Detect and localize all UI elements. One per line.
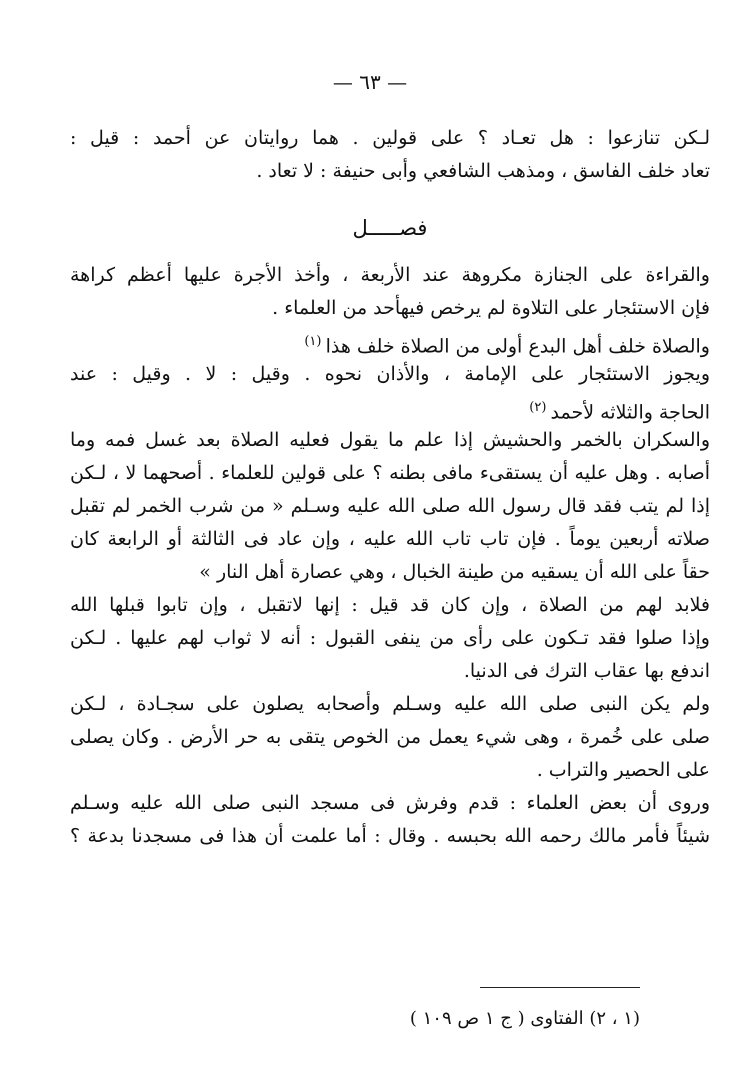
line-text: صلى على خُمرة ، وهى شيء يعمل من الخوص يتقى به حر الأرض . وكان يصلى	[70, 726, 710, 748]
line-text: وروى أن بعض العلماء : قدم وفرش فى مسجد النبى صلى الله عليه وسـلم	[70, 792, 710, 814]
line-text: حقاً على الله أن يسقيه من طينة الخبال ، وهي عصارة أهل النار »	[199, 561, 710, 583]
page-number: — ٦٣ —	[332, 70, 408, 94]
text-line	[70, 589, 710, 622]
text-line	[70, 622, 710, 655]
text-line	[70, 122, 710, 155]
footnote-marker: (٢)	[529, 400, 551, 415]
text-line	[70, 424, 710, 457]
line-text: الحاجة والثلاثه لأحمد	[550, 401, 710, 424]
line-text: إذا لم يتب فقد قال رسول الله صلى الله عليه وسـلم « من شرب الخمر لم تقبل	[70, 495, 710, 517]
text-line	[70, 457, 710, 490]
line-text: لـكن تنازعوا : هل تعـاد ؟ على قولين . هما روايتان عن أحمد : قيل :	[70, 127, 710, 149]
text-line	[70, 754, 710, 787]
text-line	[70, 490, 710, 523]
line-text: تعاد خلف الفاسق ، ومذهب الشافعي وأبى حنيفة : لا تعاد .	[256, 160, 710, 182]
line-text: اندفع بها عقاب الترك فى الدنيا.	[463, 660, 710, 682]
line-text: أصابه . وهل عليه أن يستقىء مافى بطنه ؟ على قولين للعلماء . أصحهما لا ، لـكن	[70, 462, 710, 484]
text-line	[70, 155, 710, 188]
text-line	[70, 721, 710, 754]
text-line	[70, 259, 710, 292]
line-text: فصـــــل	[352, 216, 428, 240]
line-text: والصلاة خلف أهل البدع أولى من الصلاة خلف هذا	[325, 335, 710, 358]
line-text: على الحصير والتراب .	[536, 759, 710, 781]
line-text: صلاته أربعين يوماً . فإن تاب تاب الله عليه ، وإن عاد فى الثالثة أو الرابعة كان	[70, 528, 710, 550]
text-line	[70, 292, 710, 325]
footnote-divider	[480, 987, 640, 988]
line-text: ولم يكن النبى صلى الله عليه وسـلم وأصحابه يصلون على سجـادة ، لـكن	[70, 693, 710, 715]
line-text: ويجوز الاستئجار على الإمامة ، والأذان نحوه . وقيل : لا . وقيل : عند	[70, 363, 710, 385]
line-text: فلابد لهم من الصلاة ، وإن كان قد قيل : إنها لاتقبل ، وإن تابوا قبلها الله	[70, 594, 710, 616]
body-text	[70, 122, 710, 853]
text-line	[70, 787, 710, 820]
section-heading	[70, 212, 710, 245]
text-line	[70, 820, 710, 853]
line-text: والقراءة على الجنازة مكروهة عند الأربعة ، وأخذ الأجرة عليها أعظم كراهة	[70, 264, 710, 286]
line-text: والسكران بالخمر والحشيش إذا علم ما يقول فعليه الصلاة بعد غسل فمه وما	[70, 429, 710, 451]
line-text: شيئاً فأمر مالك رحمه الله بحبسه . وقال : أما علمت أن هذا فى مسجدنا بدعة ؟	[70, 825, 710, 847]
text-line	[70, 523, 710, 556]
text-line	[70, 358, 710, 391]
footnote: (١ ، ٢) الفتاوى ( ج ١ ص ١٠٩ )	[409, 1008, 640, 1029]
text-line	[70, 325, 710, 358]
text-line	[70, 655, 710, 688]
text-line	[70, 688, 710, 721]
line-text: وإذا صلوا فقد تـكون على رأى من ينفى القبول : أنه لا ثواب لهم عليها . لـكن	[70, 627, 710, 649]
text-line	[70, 556, 710, 589]
footnote-marker: (١)	[304, 334, 326, 349]
line-text: فإن الاستئجار على التلاوة لم يرخص فيهأحد من العلماء .	[272, 297, 710, 319]
text-line	[70, 391, 710, 424]
